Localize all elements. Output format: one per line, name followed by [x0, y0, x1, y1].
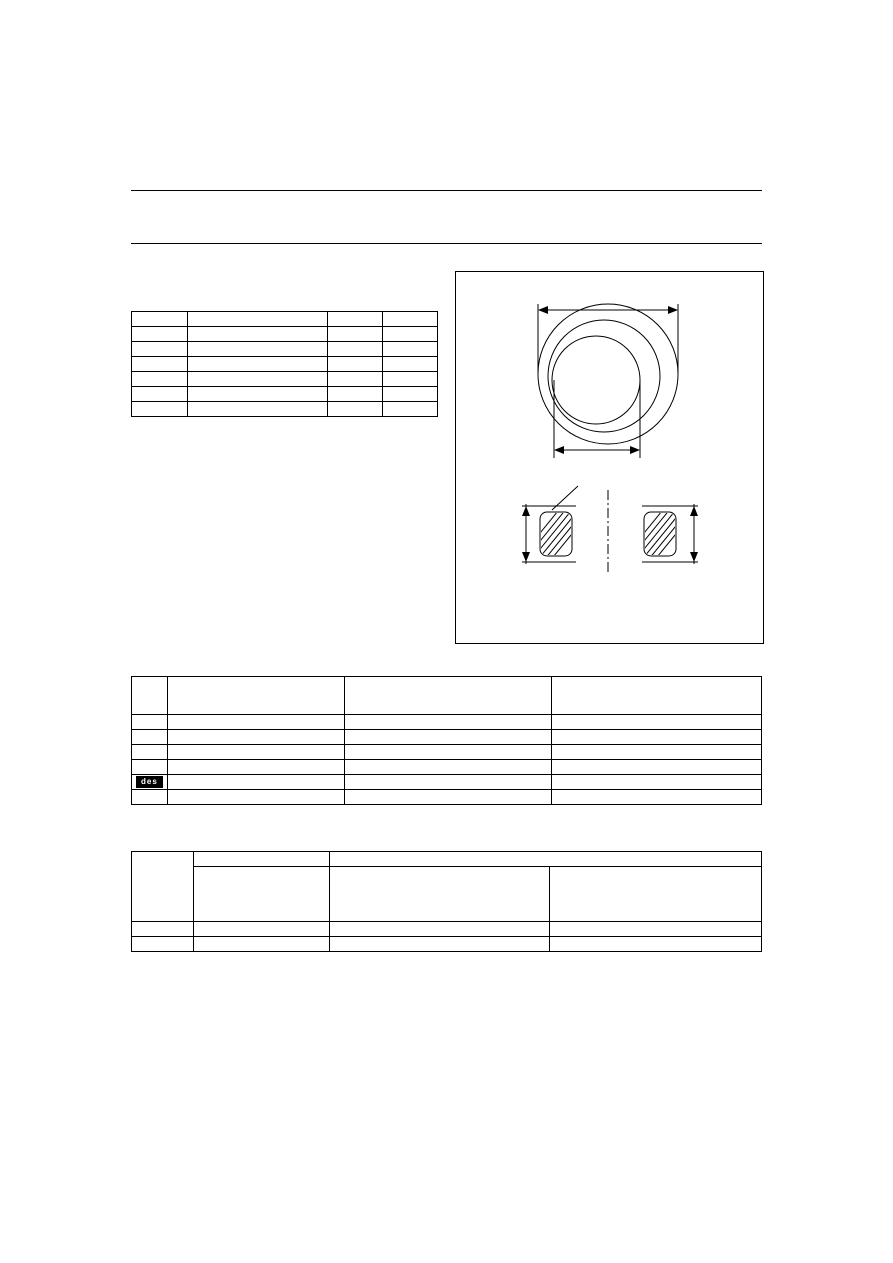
cell-col3 — [550, 937, 762, 952]
cell-symbol-chip — [132, 775, 168, 790]
cell-value — [552, 775, 762, 790]
table-row — [132, 937, 762, 952]
inner-circle — [552, 336, 640, 424]
cell-value — [552, 790, 762, 805]
cell-symbol — [132, 790, 168, 805]
cell-description — [187, 327, 328, 342]
cell-parameter — [167, 790, 344, 805]
cell-max — [383, 327, 438, 342]
cell-symbol — [132, 402, 188, 417]
cell-description — [187, 372, 328, 387]
header-cell-col3 — [550, 867, 762, 922]
table-header-row-1 — [132, 852, 762, 867]
cell-description — [187, 342, 328, 357]
table-row — [132, 730, 762, 745]
cell-parameter — [167, 730, 344, 745]
outer-circle — [538, 304, 678, 444]
table-row — [132, 922, 762, 937]
table-row — [132, 312, 438, 327]
cell-symbol — [132, 357, 188, 372]
cell-description — [187, 387, 328, 402]
cell-max — [383, 312, 438, 327]
cell-symbol — [132, 372, 188, 387]
cell-symbol — [132, 760, 168, 775]
cell-min — [328, 372, 383, 387]
cell-col2 — [329, 922, 550, 937]
status-badge: des — [136, 776, 163, 788]
cell-value — [552, 745, 762, 760]
cell-symbol — [132, 715, 168, 730]
cell-col1 — [193, 937, 329, 952]
table-row — [132, 715, 762, 730]
header-cell-type — [132, 852, 194, 922]
arrow-up-height — [522, 506, 530, 516]
table-row — [132, 402, 438, 417]
header-cell-group — [193, 852, 329, 867]
header-cell-value — [552, 677, 762, 715]
table-row — [132, 790, 762, 805]
cell-max — [383, 372, 438, 387]
arrow-left-inner — [554, 446, 564, 454]
cell-description — [187, 402, 328, 417]
header-rule-section — [131, 243, 762, 244]
cell-col3 — [550, 922, 762, 937]
cell-max — [383, 357, 438, 372]
table-row — [132, 357, 438, 372]
dimension-table — [131, 311, 438, 417]
table-row — [132, 327, 438, 342]
header-cell-parameter — [167, 677, 344, 715]
cell-value — [552, 715, 762, 730]
cell-conditions — [344, 715, 552, 730]
spec-table — [131, 676, 762, 805]
cell-parameter — [167, 715, 344, 730]
cell-col2 — [329, 937, 550, 952]
cell-conditions — [344, 790, 552, 805]
table-row — [132, 745, 762, 760]
header-cell-symbol — [132, 677, 168, 715]
cell-symbol — [132, 342, 188, 357]
cell-description — [187, 312, 328, 327]
arrow-up-height-right — [690, 506, 698, 516]
cell-symbol — [132, 730, 168, 745]
header-rule-top — [131, 190, 762, 191]
table-header-row — [132, 677, 762, 715]
table-header-row-2 — [132, 867, 762, 922]
table-row — [132, 775, 762, 790]
arrow-left-outer — [538, 306, 548, 314]
cell-parameter — [167, 775, 344, 790]
section-left — [540, 512, 572, 556]
cell-conditions — [344, 745, 552, 760]
cell-max — [383, 387, 438, 402]
cell-min — [328, 327, 383, 342]
header-cell-col2 — [329, 867, 550, 922]
cell-value — [552, 730, 762, 745]
cell-description — [187, 357, 328, 372]
table-row — [132, 342, 438, 357]
ordering-table — [131, 851, 762, 952]
cell-min — [328, 402, 383, 417]
cell-max — [383, 342, 438, 357]
cell-type — [132, 922, 194, 937]
cell-col1 — [193, 922, 329, 937]
cell-min — [328, 342, 383, 357]
cell-type — [132, 937, 194, 952]
cell-conditions — [344, 730, 552, 745]
table-row — [132, 387, 438, 402]
table-row — [132, 372, 438, 387]
header-cell-merged — [329, 852, 761, 867]
cell-symbol — [132, 312, 188, 327]
arrow-down-height — [522, 552, 530, 562]
cell-symbol — [132, 745, 168, 760]
header-cell-conditions — [344, 677, 552, 715]
cell-min — [328, 357, 383, 372]
cell-conditions — [344, 775, 552, 790]
arrow-down-height-right — [690, 552, 698, 562]
cell-min — [328, 387, 383, 402]
cell-symbol — [132, 327, 188, 342]
toroid-core-svg — [456, 272, 761, 641]
cell-max — [383, 402, 438, 417]
cell-min — [328, 312, 383, 327]
cell-parameter — [167, 760, 344, 775]
cell-symbol — [132, 387, 188, 402]
table-row — [132, 760, 762, 775]
cell-conditions — [344, 760, 552, 775]
arrow-right-outer — [668, 306, 678, 314]
cell-value — [552, 760, 762, 775]
cell-parameter — [167, 745, 344, 760]
section-right — [644, 512, 676, 556]
header-cell-col1 — [193, 867, 329, 922]
arrow-right-inner — [630, 446, 640, 454]
figure-outline-drawing — [455, 271, 764, 644]
